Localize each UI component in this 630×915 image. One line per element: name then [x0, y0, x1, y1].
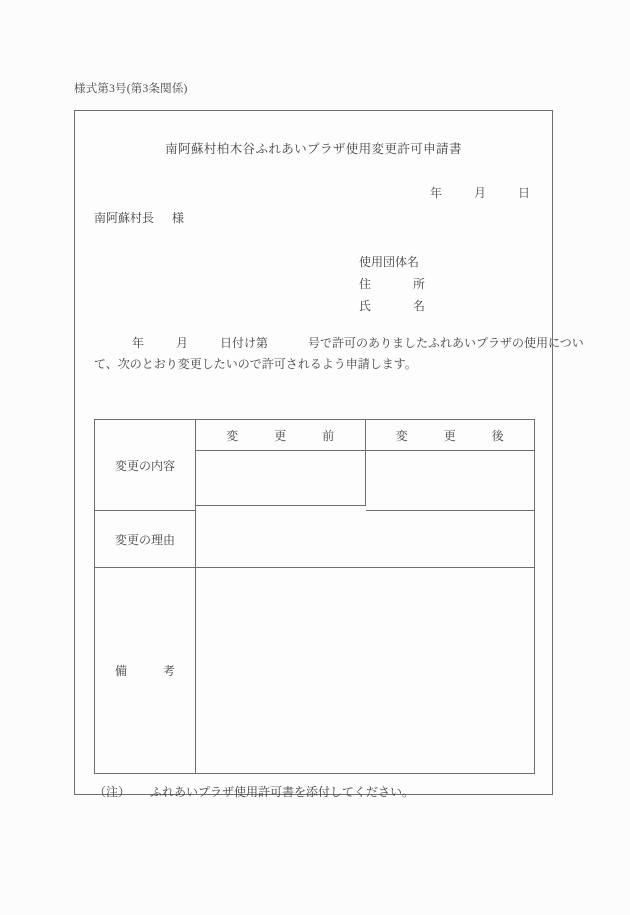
remarks-label-char1: 備 — [115, 664, 128, 678]
applicant-name-label — [359, 295, 425, 317]
permit-year-label: 年 — [132, 336, 145, 350]
header-after-char2: 更 — [443, 428, 456, 443]
addressee-honorific: 様 — [172, 211, 185, 225]
table-header-row — [196, 420, 535, 451]
column-header-before — [196, 420, 366, 451]
applicant-address-label-char1: 住 — [359, 277, 372, 291]
date-line — [430, 184, 530, 201]
applicant-address-label-char2: 所 — [412, 277, 425, 291]
entry-field-before[interactable] — [196, 451, 366, 506]
header-after-char1: 変 — [395, 428, 408, 443]
column-header-after — [366, 420, 536, 451]
row-label-change-content: 変更の内容 — [95, 420, 196, 511]
row-label-remarks — [95, 568, 196, 774]
header-before-char3: 前 — [322, 428, 335, 443]
form-number-caption: 様式第3号(第3条関係) — [74, 83, 188, 95]
footer-note-text: ふれあいプラザ使用許可書を添付してください。 — [150, 785, 415, 799]
date-year-label: 年 — [429, 186, 442, 200]
footer-note-marker: （注） — [94, 785, 131, 799]
body-paragraph-line-1 — [94, 333, 584, 354]
table-row-change-content — [95, 420, 535, 511]
date-day-label: 日 — [517, 186, 530, 200]
header-before-char2: 更 — [274, 428, 287, 443]
form-outer-frame — [74, 110, 584, 799]
applicant-name-label-char1: 氏 — [359, 299, 372, 313]
addressee-recipient: 南阿蘇村長 — [94, 211, 155, 225]
row-label-change-reason: 変更の理由 — [95, 511, 196, 568]
permit-day-number-label: 日付け第 — [220, 336, 269, 350]
applicant-organization-row — [359, 251, 425, 273]
applicant-name-label-char2: 名 — [412, 299, 425, 313]
applicant-organization-label: 使用団体名 — [359, 255, 420, 269]
body-paragraph — [94, 333, 584, 375]
applicant-block — [359, 251, 425, 317]
date-month-label: 月 — [473, 186, 486, 200]
body-paragraph-line-2: て、次のとおり変更したいので許可されるよう申請します。 — [94, 357, 417, 371]
header-after-char3: 後 — [491, 428, 504, 443]
change-details-table — [94, 419, 535, 774]
applicant-name-row — [359, 295, 425, 317]
applicant-address-label — [359, 273, 425, 295]
entry-field-change-reason[interactable] — [196, 511, 535, 568]
addressee-line — [94, 209, 184, 226]
change-content-entry-row — [196, 451, 535, 511]
permit-line1-tail: 号で許可のありましたふれあいプラザの使用につい — [308, 336, 584, 350]
page-title: 南阿蘇村柏木谷ふれあいプラザ使用変更許可申請書 — [165, 142, 462, 156]
change-content-panes — [196, 420, 535, 511]
table-row-change-reason — [95, 511, 535, 568]
entry-field-remarks[interactable] — [196, 568, 535, 774]
remarks-label-char2: 考 — [162, 664, 175, 678]
footer-note — [94, 783, 414, 800]
header-before-char1: 変 — [226, 428, 239, 443]
table-row-remarks — [95, 568, 535, 774]
permit-month-label: 月 — [176, 336, 189, 350]
applicant-address-row — [359, 273, 425, 295]
entry-field-after[interactable] — [366, 451, 536, 511]
